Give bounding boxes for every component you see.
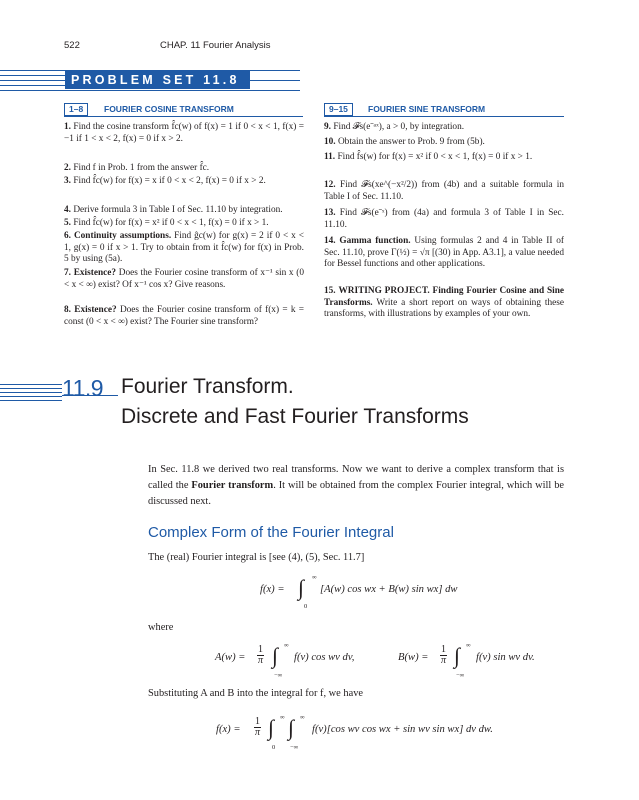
problem-item: 5. Find f̂c(w) for f(x) = x² if 0 < x < 1, f(x) = 0 if x > 1. xyxy=(64,218,269,228)
paragraph-real-fourier-integral: The (real) Fourier integral is [see (4), (5), Sec. 11.7] xyxy=(148,552,365,563)
subsection-heading: Complex Form of the Fourier Integral xyxy=(148,524,394,541)
upper-limit: ∞ xyxy=(312,574,317,581)
section-rule xyxy=(0,400,62,401)
left-heading: FOURIER COSINE TRANSFORM xyxy=(104,104,234,114)
integrand-B: f(v) sin wv dv. xyxy=(476,652,535,663)
lower-limit: −∞ xyxy=(456,672,465,679)
problem-item: 8. Existence? Does the Fourier cosine transform of f(x) = k = const (0 < x < ∞) exist? The Fourier sine transform? xyxy=(64,305,305,327)
section-number: 11.9 xyxy=(62,375,104,401)
section-rule xyxy=(0,388,62,389)
integrand: [A(w) cos wx + B(w) sin wx] dw xyxy=(320,584,458,595)
fraction-1-over-pi: $\frac{1}{\pi}$ xyxy=(254,716,260,738)
problem-item: 10. Obtain the answer to Prob. 9 from (5b). xyxy=(324,137,485,147)
banner-rule xyxy=(250,80,300,81)
banner-rule xyxy=(0,75,65,76)
banner-rule xyxy=(0,80,65,81)
section-rule xyxy=(0,392,62,393)
right-range-tag: 9–15 xyxy=(324,103,353,116)
banner-rule xyxy=(0,90,300,91)
term-fourier-transform: Fourier transform xyxy=(191,480,274,491)
integral-sign: ∫ xyxy=(268,715,275,740)
section-rule xyxy=(0,384,62,385)
problem-item: 14. Gamma function. Using formulas 2 and 4 in Table II of Sec. 11.10, prove Γ(½) = √π [(30) in App. A3.1], a value needed for Bessel functions and other applications. xyxy=(324,236,565,270)
right-problem-list xyxy=(324,122,564,338)
problem-item: 1. Find the cosine transform f̂c(w) of f(x) = 1 if 0 < x < 1, f(x) = −1 if 1 < x < 2, f(x) = 0 if x > 2. xyxy=(64,122,304,144)
integral-sign: ∫ xyxy=(288,715,295,740)
problem-item: 13. Find 𝓕s(e⁻ˣ) from (4a) and formula 3 of Table I in Sec. 11.10. xyxy=(324,208,565,230)
left-problem-list xyxy=(64,122,304,342)
upper-limit: ∞ xyxy=(300,714,305,721)
banner-rule xyxy=(0,85,65,86)
integral-sign: ∫ xyxy=(272,643,279,668)
problem-set-title: PROBLEM SET 11.8 xyxy=(65,71,250,89)
intro-paragraph: In Sec. 11.8 we derived two real transforms. Now we want to derive a complex transform that is called the Fourier transform. It will be obtained from the complex Fourier integral, which will be discussed next. xyxy=(148,464,565,507)
page-number: 522 xyxy=(64,40,80,51)
equation-combined: f(x) = xyxy=(216,724,241,735)
integrand-A: f(v) cos wv dv, xyxy=(294,652,355,663)
problem-item: 2. Find f in Prob. 1 from the answer f̂c. xyxy=(64,163,210,173)
section-title-line1: Fourier Transform. xyxy=(121,375,294,398)
section-rule xyxy=(0,396,62,397)
left-heading-rule xyxy=(64,116,303,117)
equation-fourier-integral: f(x) = xyxy=(260,584,285,595)
problem-item: 3. Find f̂c(w) for f(x) = x if 0 < x < 2, f(x) = 0 if x > 2. xyxy=(64,176,266,186)
problem-item: 11. Find f̂s(w) for f(x) = x² if 0 < x < 1, f(x) = 0 if x > 1. xyxy=(324,152,533,162)
lower-limit: −∞ xyxy=(290,744,299,751)
fraction-1-over-pi: $\frac{1}{\pi}$ xyxy=(440,644,446,666)
lower-limit: 0 xyxy=(304,603,308,610)
left-range-tag: 1–8 xyxy=(64,103,88,116)
paragraph-substituting: Substituting A and B into the integral for f, we have xyxy=(148,688,363,699)
problem-item: 9. Find 𝓕s(e⁻ᵃˣ), a > 0, by integration. xyxy=(324,122,465,132)
integral-sign: ∫ xyxy=(298,575,305,600)
equation-B: B(w) = xyxy=(398,652,429,663)
problem-item: 15. WRITING PROJECT. Finding Fourier Cosine and Sine Transforms. Write a short report on ways of obtaining these transforms, with illustrations by examples of your own. xyxy=(324,286,565,320)
where-label: where xyxy=(148,622,174,633)
upper-limit: ∞ xyxy=(280,714,285,721)
problem-item: 4. Derive formula 3 in Table I of Sec. 11.10 by integration. xyxy=(64,205,283,215)
right-heading-rule xyxy=(324,116,564,117)
lower-limit: −∞ xyxy=(274,672,283,679)
problem-item: 6. Continuity assumptions. Find ĝc(w) for g(x) = 2 if 0 < x < 1, g(x) = 0 if x > 1. Try to obtain from it f̂c(w) for f(x) in Prob. 5 by using (5a). xyxy=(64,231,305,265)
upper-limit: ∞ xyxy=(466,642,471,649)
integral-sign: ∫ xyxy=(454,643,461,668)
problem-item: 7. Existence? Does the Fourier cosine transform of x⁻¹ sin x (0 < x < ∞) exist? Of x⁻¹ cos x? Give reasons. xyxy=(64,268,305,290)
integrand-combined: f(v)[cos wv cos wx + sin wv sin wx] dv dw. xyxy=(312,724,493,735)
problem-item: 12. Find 𝓕s(xe^(−x²/2)) from (4b) and a suitable formula in Table I of Sec. 11.10. xyxy=(324,180,564,202)
fraction-1-over-pi: $\frac{1}{\pi}$ xyxy=(257,644,263,666)
upper-limit: ∞ xyxy=(284,642,289,649)
right-heading: FOURIER SINE TRANSFORM xyxy=(368,104,486,114)
running-header: CHAP. 11 Fourier Analysis xyxy=(160,40,271,51)
equation-A: A(w) = xyxy=(215,652,246,663)
lower-limit: 0 xyxy=(272,744,276,751)
section-title-line2: Discrete and Fast Fourier Transforms xyxy=(121,405,469,428)
